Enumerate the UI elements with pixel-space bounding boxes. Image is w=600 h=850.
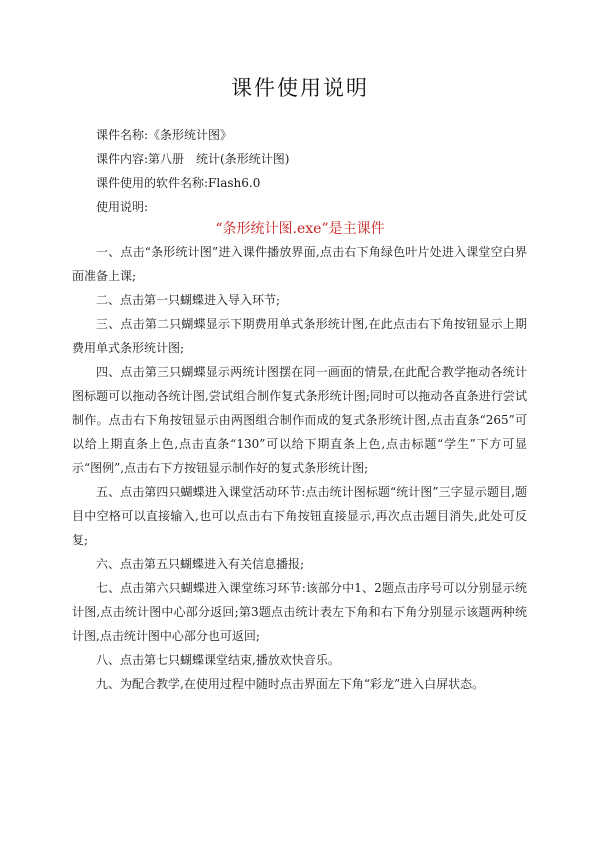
usage-heading: 使用说明:	[96, 200, 149, 214]
software-name-line: 课件使用的软件名称:Flash6.0	[96, 176, 261, 190]
main-courseware-note: “条形统计图.exe”是主课件	[215, 221, 385, 237]
instruction-paragraph-7: 七、点击第六只蝴蝶进入课堂练习环节:该部分中1、2题点击序号可以分别显示统计图,点击统计图中心部分返回;第3题点击统计表左下角和右下角分别显示该题两种统计图,点击统计图中心部分也可返回;	[72, 581, 527, 643]
instruction-paragraph-2: 二、点击第一只蝴蝶进入导入环节;	[96, 293, 281, 307]
instruction-paragraph-9: 九、为配合教学,在使用过程中随时点击界面左下角“彩龙”进入白屏状态。	[96, 677, 485, 691]
instructions-body	[72, 240, 527, 696]
instruction-paragraph-5: 五、点击第四只蝴蝶进入课堂活动环节:点击统计图标题“统计图”三字显示题目,题目中空格可以直接输入,也可以点击右下角按钮直接显示,再次点击题目消失,此处可反复;	[72, 485, 527, 547]
course-content-line: 课件内容:第八册 统计(条形统计图)	[96, 152, 290, 166]
instruction-paragraph-3: 三、点击第二只蝴蝶显示下期费用单式条形统计图,在此点击右下角按钮显示上期费用单式条形统计图;	[72, 317, 527, 355]
instruction-paragraph-4: 四、点击第三只蝴蝶显示两统计图摆在同一画面的情景,在此配合教学拖动各统计图标题可以拖动各统计图,尝试组合制作复式条形统计图;同时可以拖动各直条进行尝试制作。点击右下角按钮显示由两图组合制作而成的复式条形统计图,点击直条“265”可以给上期直条上色,点击直条“130”可以给下期直条上色,点击标题“学生”下方可显示“图例”,点击右下方按钮显示制作好的复式条形统计图;	[72, 365, 527, 475]
course-name-line: 课件名称:《条形统计图》	[96, 128, 233, 142]
instruction-paragraph-1: 一、点击“条形统计图”进入课件播放界面,点击右下角绿色叶片处进入课堂空白界面准备上课;	[72, 245, 527, 283]
page-title: 课件使用说明	[231, 76, 369, 100]
instruction-paragraph-8: 八、点击第七只蝴蝶课堂结束,播放欢快音乐。	[96, 653, 340, 667]
instruction-paragraph-6: 六、点击第五只蝴蝶进入有关信息播报;	[96, 557, 305, 571]
